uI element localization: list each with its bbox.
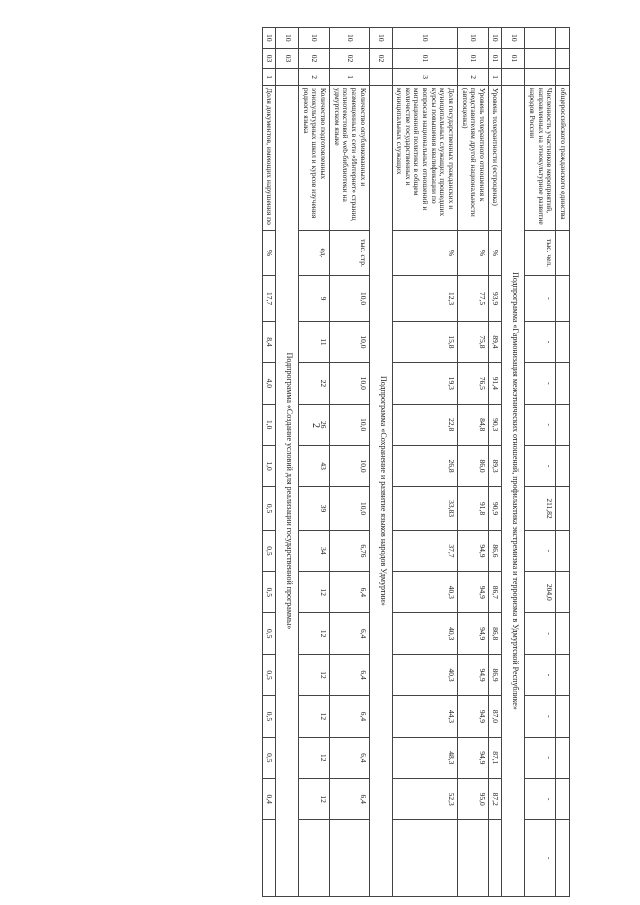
value-cell [556,654,570,695]
value-cell: 33,83 [392,487,457,530]
subprogram-title: Подпрограмма «Создание условий для реализации государственной программы» [276,85,299,896]
table-row [488,28,502,897]
value-cell: - [525,654,556,695]
value-cell: 17,7 [262,276,276,322]
value-cell: - [525,737,556,778]
unit-cell: % [262,230,276,276]
code-cell [525,48,556,69]
indicator-name: Численность участников мероприятий, направленных на этнокультурное развитие народов России [525,85,556,230]
code-cell: 10 [369,28,392,49]
code-cell: 10 [330,28,370,49]
value-cell: 87,0 [488,696,502,737]
table-row [262,28,276,897]
value-cell: 8,4 [262,321,276,362]
value-cell: 52,3 [392,778,457,819]
indicator-name: Уровень толерантности (естроценка) [488,85,502,230]
value-cell: 10,0 [330,445,370,486]
value-cell: 94,9 [458,530,489,571]
value-cell [488,820,502,897]
subprogram-row [276,28,299,897]
code-cell: 1 [488,69,502,86]
value-cell: 91,8 [458,487,489,530]
value-cell: 87,1 [488,737,502,778]
code-cell [556,28,570,49]
code-cell: 10 [502,28,525,49]
code-cell: 2 [299,69,330,86]
value-cell: 4,0 [262,363,276,404]
code-cell: 03 [262,48,276,69]
value-cell: 10,0 [330,487,370,530]
indicator-name: Уровень толерантного отношения к представителям другой национальности (автооценка) [458,85,489,230]
indicator-name: Доля государственных гражданских и муниципальных служащих, прошедших курсы повышения квалификации по вопросам национальных отношений и миграционной политики в общем количестве государственных и муниципальных служащих [392,85,457,230]
subprogram-title: Подпрограмма «Гармонизация межэтнических отношений, профилактика экстремизма и терроризма в Удмуртской Республике» [502,85,525,896]
value-cell: 1,0 [262,404,276,445]
value-cell: 204,0 [525,572,556,613]
code-cell: 02 [330,48,370,69]
value-cell: 94,9 [458,613,489,654]
value-cell [556,820,570,897]
value-cell: 6,4 [330,778,370,819]
value-cell [556,445,570,486]
indicator-name: Количество опубликованных и размещенных в сети «Интернет» страниц полнотекстовой web-библиотеки на удмуртском языке [330,85,370,230]
code-cell: 10 [276,28,299,49]
value-cell: 87,2 [488,778,502,819]
value-cell: 12 [299,737,330,778]
value-cell: - [525,820,556,897]
value-cell: 84,8 [458,404,489,445]
value-cell: 76,5 [458,363,489,404]
code-cell: 01 [392,48,457,69]
value-cell [299,820,330,897]
value-cell: 77,5 [458,276,489,322]
value-cell: - [525,530,556,571]
unit-cell [556,230,570,276]
table-row [392,28,457,897]
code-cell [556,48,570,69]
value-cell: 95,0 [458,778,489,819]
table-body [262,28,569,897]
value-cell: 40,3 [392,654,457,695]
value-cell: 11 [299,321,330,362]
code-cell: 10 [299,28,330,49]
value-cell: 12 [299,613,330,654]
page-number: 2 [310,423,321,428]
value-cell: 12 [299,778,330,819]
code-cell [556,69,570,86]
value-cell: 12 [299,654,330,695]
value-cell: 48,3 [392,737,457,778]
code-cell: 2 [458,69,489,86]
value-cell: 0,5 [262,487,276,530]
value-cell [458,820,489,897]
value-cell: 26 [299,404,330,445]
value-cell: 6,4 [330,613,370,654]
value-cell: 211,82 [525,487,556,530]
value-cell: 94,9 [458,696,489,737]
value-cell: 6,4 [330,737,370,778]
code-cell: 02 [369,48,392,69]
value-cell: 89,3 [488,445,502,486]
code-cell: 10 [488,28,502,49]
code-cell: 10 [262,28,276,49]
table-row [458,28,489,897]
value-cell: 6,4 [330,696,370,737]
indicator-name: Доля документов, имеющих нарушения по [262,85,276,230]
value-cell: 86,0 [458,445,489,486]
table-row [525,28,556,897]
table-row [299,28,330,897]
value-cell: 89,4 [488,321,502,362]
value-cell: 15,8 [392,321,457,362]
value-cell: 37,7 [392,530,457,571]
value-cell [556,363,570,404]
code-cell [525,28,556,49]
value-cell: 93,9 [488,276,502,322]
value-cell: 6,4 [330,654,370,695]
value-cell: - [525,404,556,445]
value-cell [556,276,570,322]
value-cell [556,613,570,654]
value-cell: 86,8 [488,613,502,654]
indicators-table [262,27,570,897]
value-cell: - [525,321,556,362]
value-cell: - [525,778,556,819]
value-cell: 26,8 [392,445,457,486]
code-cell [502,69,525,86]
table-row [330,28,370,897]
value-cell [556,572,570,613]
code-cell: 1 [330,69,370,86]
code-cell [525,69,556,86]
value-cell: 94,9 [458,737,489,778]
code-cell: 02 [299,48,330,69]
value-cell [556,404,570,445]
value-cell: 10,0 [330,321,370,362]
value-cell: 75,8 [458,321,489,362]
value-cell: 0,5 [262,696,276,737]
value-cell: - [525,276,556,322]
subprogram-title: Подпрограмма «Сохранение и развитие языков народов Удмуртии» [369,85,392,896]
value-cell: 91,4 [488,363,502,404]
value-cell: 94,9 [458,654,489,695]
code-cell: 10 [458,28,489,49]
value-cell: 19,3 [392,363,457,404]
code-cell: 01 [502,48,525,69]
value-cell [556,487,570,530]
value-cell: 12 [299,696,330,737]
value-cell [556,321,570,362]
value-cell: 90,3 [488,404,502,445]
value-cell: 10,0 [330,363,370,404]
unit-cell: % [458,230,489,276]
value-cell: 0,4 [262,778,276,819]
value-cell: - [525,445,556,486]
indicator-name: Количество подготовленных этнокультурных школ и курсов изучения родного языка [299,85,330,230]
rotated-table-wrapper [60,27,570,897]
unit-cell: тыс. стр. [330,230,370,276]
value-cell: 1,0 [262,445,276,486]
indicator-name: общероссийского гражданского единства [556,85,570,230]
code-cell [276,69,299,86]
table-row [556,28,570,897]
value-cell: - [525,363,556,404]
value-cell: 0,5 [262,654,276,695]
value-cell: 12,3 [392,276,457,322]
unit-cell: % [392,230,457,276]
value-cell: 0,5 [262,572,276,613]
value-cell: - [525,613,556,654]
code-cell: 1 [262,69,276,86]
value-cell: 10,0 [330,276,370,322]
value-cell: 12 [299,572,330,613]
value-cell: 6,76 [330,530,370,571]
value-cell: 86,6 [488,530,502,571]
code-cell: 3 [392,69,457,86]
value-cell: 43 [299,445,330,486]
code-cell: 10 [392,28,457,49]
value-cell: 86,7 [488,572,502,613]
value-cell: 34 [299,530,330,571]
value-cell: 90,9 [488,487,502,530]
value-cell [392,820,457,897]
value-cell: 39 [299,487,330,530]
value-cell [556,737,570,778]
value-cell: 9 [299,276,330,322]
value-cell: - [525,696,556,737]
value-cell: 86,9 [488,654,502,695]
value-cell: 0,5 [262,737,276,778]
code-cell: 01 [488,48,502,69]
unit-cell: тыс. чел. [525,230,556,276]
value-cell: 0,5 [262,613,276,654]
value-cell [262,820,276,897]
value-cell: 0,5 [262,530,276,571]
value-cell: 94,9 [458,572,489,613]
unit-cell: ед. [299,230,330,276]
subprogram-row [502,28,525,897]
subprogram-row [369,28,392,897]
value-cell: 22 [299,363,330,404]
value-cell [556,778,570,819]
value-cell: 10,0 [330,404,370,445]
value-cell: 22,8 [392,404,457,445]
value-cell: 44,3 [392,696,457,737]
value-cell: 40,3 [392,613,457,654]
code-cell [369,69,392,86]
code-cell: 01 [458,48,489,69]
value-cell: 6,4 [330,572,370,613]
value-cell [556,530,570,571]
unit-cell: % [488,230,502,276]
code-cell: 03 [276,48,299,69]
value-cell [330,820,370,897]
value-cell: 40,3 [392,572,457,613]
value-cell [556,696,570,737]
